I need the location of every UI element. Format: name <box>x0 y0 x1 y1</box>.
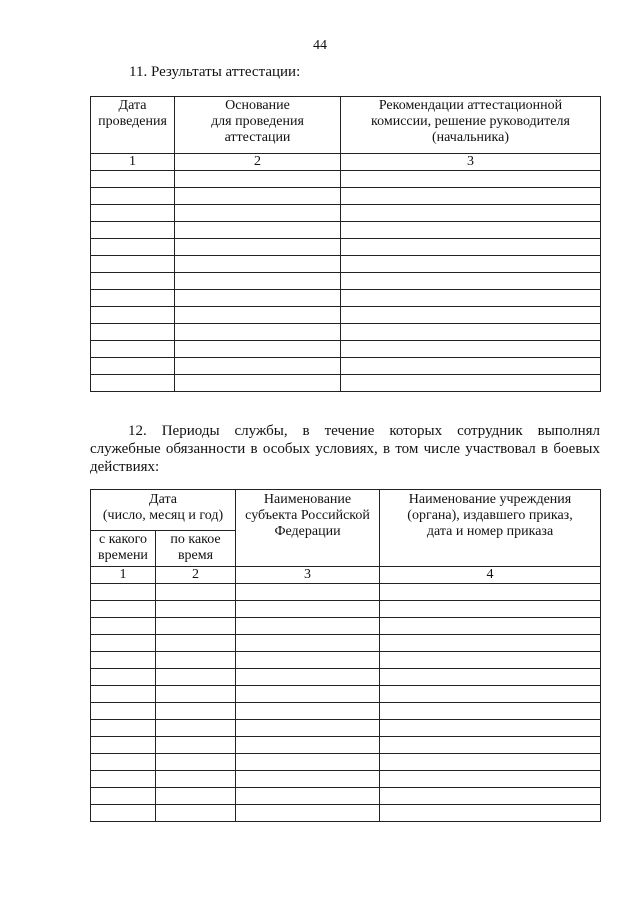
table-cell[interactable] <box>156 720 236 737</box>
table-cell[interactable] <box>341 375 601 392</box>
table-cell[interactable] <box>91 601 156 618</box>
table-cell[interactable] <box>91 788 156 805</box>
table-cell[interactable] <box>175 358 341 375</box>
table-cell[interactable] <box>91 341 175 358</box>
header-line: комиссии, решение руководителя <box>371 114 570 129</box>
table-row <box>91 358 601 375</box>
table-cell[interactable] <box>175 375 341 392</box>
table-cell[interactable] <box>236 788 380 805</box>
table-row <box>91 686 601 703</box>
table-cell[interactable] <box>91 239 175 256</box>
table-cell[interactable] <box>91 754 156 771</box>
table-row <box>91 290 601 307</box>
header-issuing-institution <box>380 490 601 567</box>
table-cell[interactable] <box>91 805 156 822</box>
page-number: 44 <box>313 38 327 53</box>
table-cell[interactable] <box>91 256 175 273</box>
table-cell[interactable] <box>380 754 601 771</box>
table-cell[interactable] <box>341 256 601 273</box>
header-line: Наименование учреждения <box>408 492 572 507</box>
table-cell[interactable] <box>341 307 601 324</box>
table-cell[interactable] <box>91 222 175 239</box>
table-cell[interactable] <box>175 341 341 358</box>
table-cell[interactable] <box>91 737 156 754</box>
table-cell[interactable] <box>236 805 380 822</box>
paragraph-line: 12. Периоды службы, в течение которых сотрудник выполнял <box>128 423 600 439</box>
table-cell[interactable] <box>380 686 601 703</box>
header-federal-subject <box>236 490 380 567</box>
column-number: 2 <box>156 567 236 584</box>
header-line: (начальника) <box>431 130 509 145</box>
header-to-date <box>156 531 236 567</box>
table-cell[interactable] <box>91 652 156 669</box>
column-number: 1 <box>91 567 156 584</box>
header-line: (число, месяц и год) <box>102 508 224 523</box>
table-cell[interactable] <box>341 188 601 205</box>
table-row <box>91 635 601 652</box>
column-number: 4 <box>380 567 601 584</box>
table-cell[interactable] <box>236 601 380 618</box>
table-cell[interactable] <box>236 652 380 669</box>
header-line: Основание <box>225 98 290 113</box>
table-cell[interactable] <box>91 375 175 392</box>
table-cell[interactable] <box>236 584 380 601</box>
table-cell[interactable] <box>175 324 341 341</box>
table-header-row <box>91 490 601 531</box>
table-cell[interactable] <box>156 669 236 686</box>
section-12-paragraph <box>90 422 600 476</box>
table-row <box>91 788 601 805</box>
table-header-row <box>91 97 601 154</box>
table-row <box>91 720 601 737</box>
header-line: с какого <box>98 532 147 547</box>
table-row <box>91 222 601 239</box>
table-cell[interactable] <box>156 635 236 652</box>
table-cell[interactable] <box>156 686 236 703</box>
header-line: время <box>177 548 214 563</box>
table-cell[interactable] <box>341 239 601 256</box>
table-row <box>91 771 601 788</box>
column-number-row <box>91 567 601 584</box>
header-date-group <box>91 490 236 531</box>
table-cell[interactable] <box>91 635 156 652</box>
table-row <box>91 324 601 341</box>
table-cell[interactable] <box>91 273 175 290</box>
column-number: 3 <box>236 567 380 584</box>
table-cell[interactable] <box>175 205 341 222</box>
column-number: 1 <box>91 154 175 171</box>
header-line: проведения <box>98 114 167 129</box>
table-cell[interactable] <box>380 771 601 788</box>
table-cell[interactable] <box>156 652 236 669</box>
table-row <box>91 618 601 635</box>
table-cell[interactable] <box>236 686 380 703</box>
table-cell[interactable] <box>341 171 601 188</box>
table-cell[interactable] <box>380 635 601 652</box>
table-cell[interactable] <box>236 618 380 635</box>
table-cell[interactable] <box>91 686 156 703</box>
special-service-periods-table <box>90 489 601 822</box>
table-cell[interactable] <box>380 618 601 635</box>
table-cell[interactable] <box>175 273 341 290</box>
table-cell[interactable] <box>341 222 601 239</box>
table-cell[interactable] <box>91 205 175 222</box>
table-row <box>91 601 601 618</box>
table-cell[interactable] <box>156 584 236 601</box>
header-line: (органа), издавшего приказ, <box>407 508 573 523</box>
table-cell[interactable] <box>91 171 175 188</box>
header-line: аттестации <box>224 130 291 145</box>
table-cell[interactable] <box>91 771 156 788</box>
table-cell[interactable] <box>91 618 156 635</box>
table-row <box>91 205 601 222</box>
header-line: Дата <box>149 492 177 507</box>
column-number: 3 <box>341 154 601 171</box>
table-cell[interactable] <box>175 188 341 205</box>
table-cell[interactable] <box>175 222 341 239</box>
table-cell[interactable] <box>380 720 601 737</box>
header-line: Дата <box>118 98 147 113</box>
table-cell[interactable] <box>156 771 236 788</box>
table-cell[interactable] <box>236 669 380 686</box>
table-cell[interactable] <box>175 256 341 273</box>
table-row <box>91 737 601 754</box>
table-cell[interactable] <box>341 205 601 222</box>
table-cell[interactable] <box>341 290 601 307</box>
table-cell[interactable] <box>156 703 236 720</box>
header-line: Наименование <box>263 492 352 507</box>
table-row <box>91 805 601 822</box>
table-cell[interactable] <box>91 584 156 601</box>
header-line: для проведения <box>211 114 304 129</box>
table-cell[interactable] <box>91 324 175 341</box>
section-11-title: 11. Результаты аттестации: <box>129 64 301 80</box>
attestation-results-table <box>90 96 601 392</box>
table-cell[interactable] <box>236 737 380 754</box>
table-cell[interactable] <box>91 188 175 205</box>
table-cell[interactable] <box>380 737 601 754</box>
table-cell[interactable] <box>156 737 236 754</box>
table-cell[interactable] <box>236 635 380 652</box>
column-number: 2 <box>175 154 341 171</box>
table-cell[interactable] <box>236 771 380 788</box>
header-line: дата и номер приказа <box>426 524 554 539</box>
table-cell[interactable] <box>380 601 601 618</box>
table-cell[interactable] <box>91 720 156 737</box>
column-number-row <box>91 154 601 171</box>
table-row <box>91 341 601 358</box>
header-date <box>91 97 175 154</box>
table-cell[interactable] <box>91 358 175 375</box>
table-cell[interactable] <box>341 358 601 375</box>
table-cell[interactable] <box>380 703 601 720</box>
table-cell[interactable] <box>380 584 601 601</box>
table-row <box>91 754 601 771</box>
table-cell[interactable] <box>91 307 175 324</box>
table-cell[interactable] <box>175 290 341 307</box>
header-from-date <box>91 531 156 567</box>
header-line: Федерации <box>274 524 341 539</box>
paragraph-line: служебные обязанности в особых условиях, в том числе участвовал в боевых <box>90 441 600 457</box>
table-row <box>91 669 601 686</box>
table-cell[interactable] <box>156 805 236 822</box>
table-cell[interactable] <box>156 618 236 635</box>
header-line: Рекомендации аттестационной <box>378 98 563 113</box>
table-cell[interactable] <box>175 307 341 324</box>
table-cell[interactable] <box>91 669 156 686</box>
table-row <box>91 584 601 601</box>
table-row <box>91 703 601 720</box>
table-cell[interactable] <box>380 788 601 805</box>
table-cell[interactable] <box>175 239 341 256</box>
table-row <box>91 188 601 205</box>
table-cell[interactable] <box>341 341 601 358</box>
table-cell[interactable] <box>91 703 156 720</box>
table-cell[interactable] <box>380 652 601 669</box>
table-cell[interactable] <box>236 720 380 737</box>
header-line: субъекта Российской <box>245 508 370 523</box>
table-row <box>91 307 601 324</box>
table-cell[interactable] <box>380 669 601 686</box>
paragraph-line: действиях: <box>90 459 160 475</box>
table-row <box>91 171 601 188</box>
header-recommendations <box>341 97 601 154</box>
table-cell[interactable] <box>156 601 236 618</box>
table-row <box>91 239 601 256</box>
table-cell[interactable] <box>175 171 341 188</box>
table-cell[interactable] <box>91 290 175 307</box>
table-row <box>91 273 601 290</box>
table-cell[interactable] <box>341 273 601 290</box>
header-line: времени <box>98 548 148 563</box>
table-row <box>91 652 601 669</box>
table-cell[interactable] <box>156 754 236 771</box>
table-cell[interactable] <box>341 324 601 341</box>
table-cell[interactable] <box>380 805 601 822</box>
table-cell[interactable] <box>156 788 236 805</box>
table-row <box>91 375 601 392</box>
table-cell[interactable] <box>236 703 380 720</box>
table-cell[interactable] <box>236 754 380 771</box>
header-basis <box>175 97 341 154</box>
table-row <box>91 256 601 273</box>
header-line: по какое <box>170 532 221 547</box>
